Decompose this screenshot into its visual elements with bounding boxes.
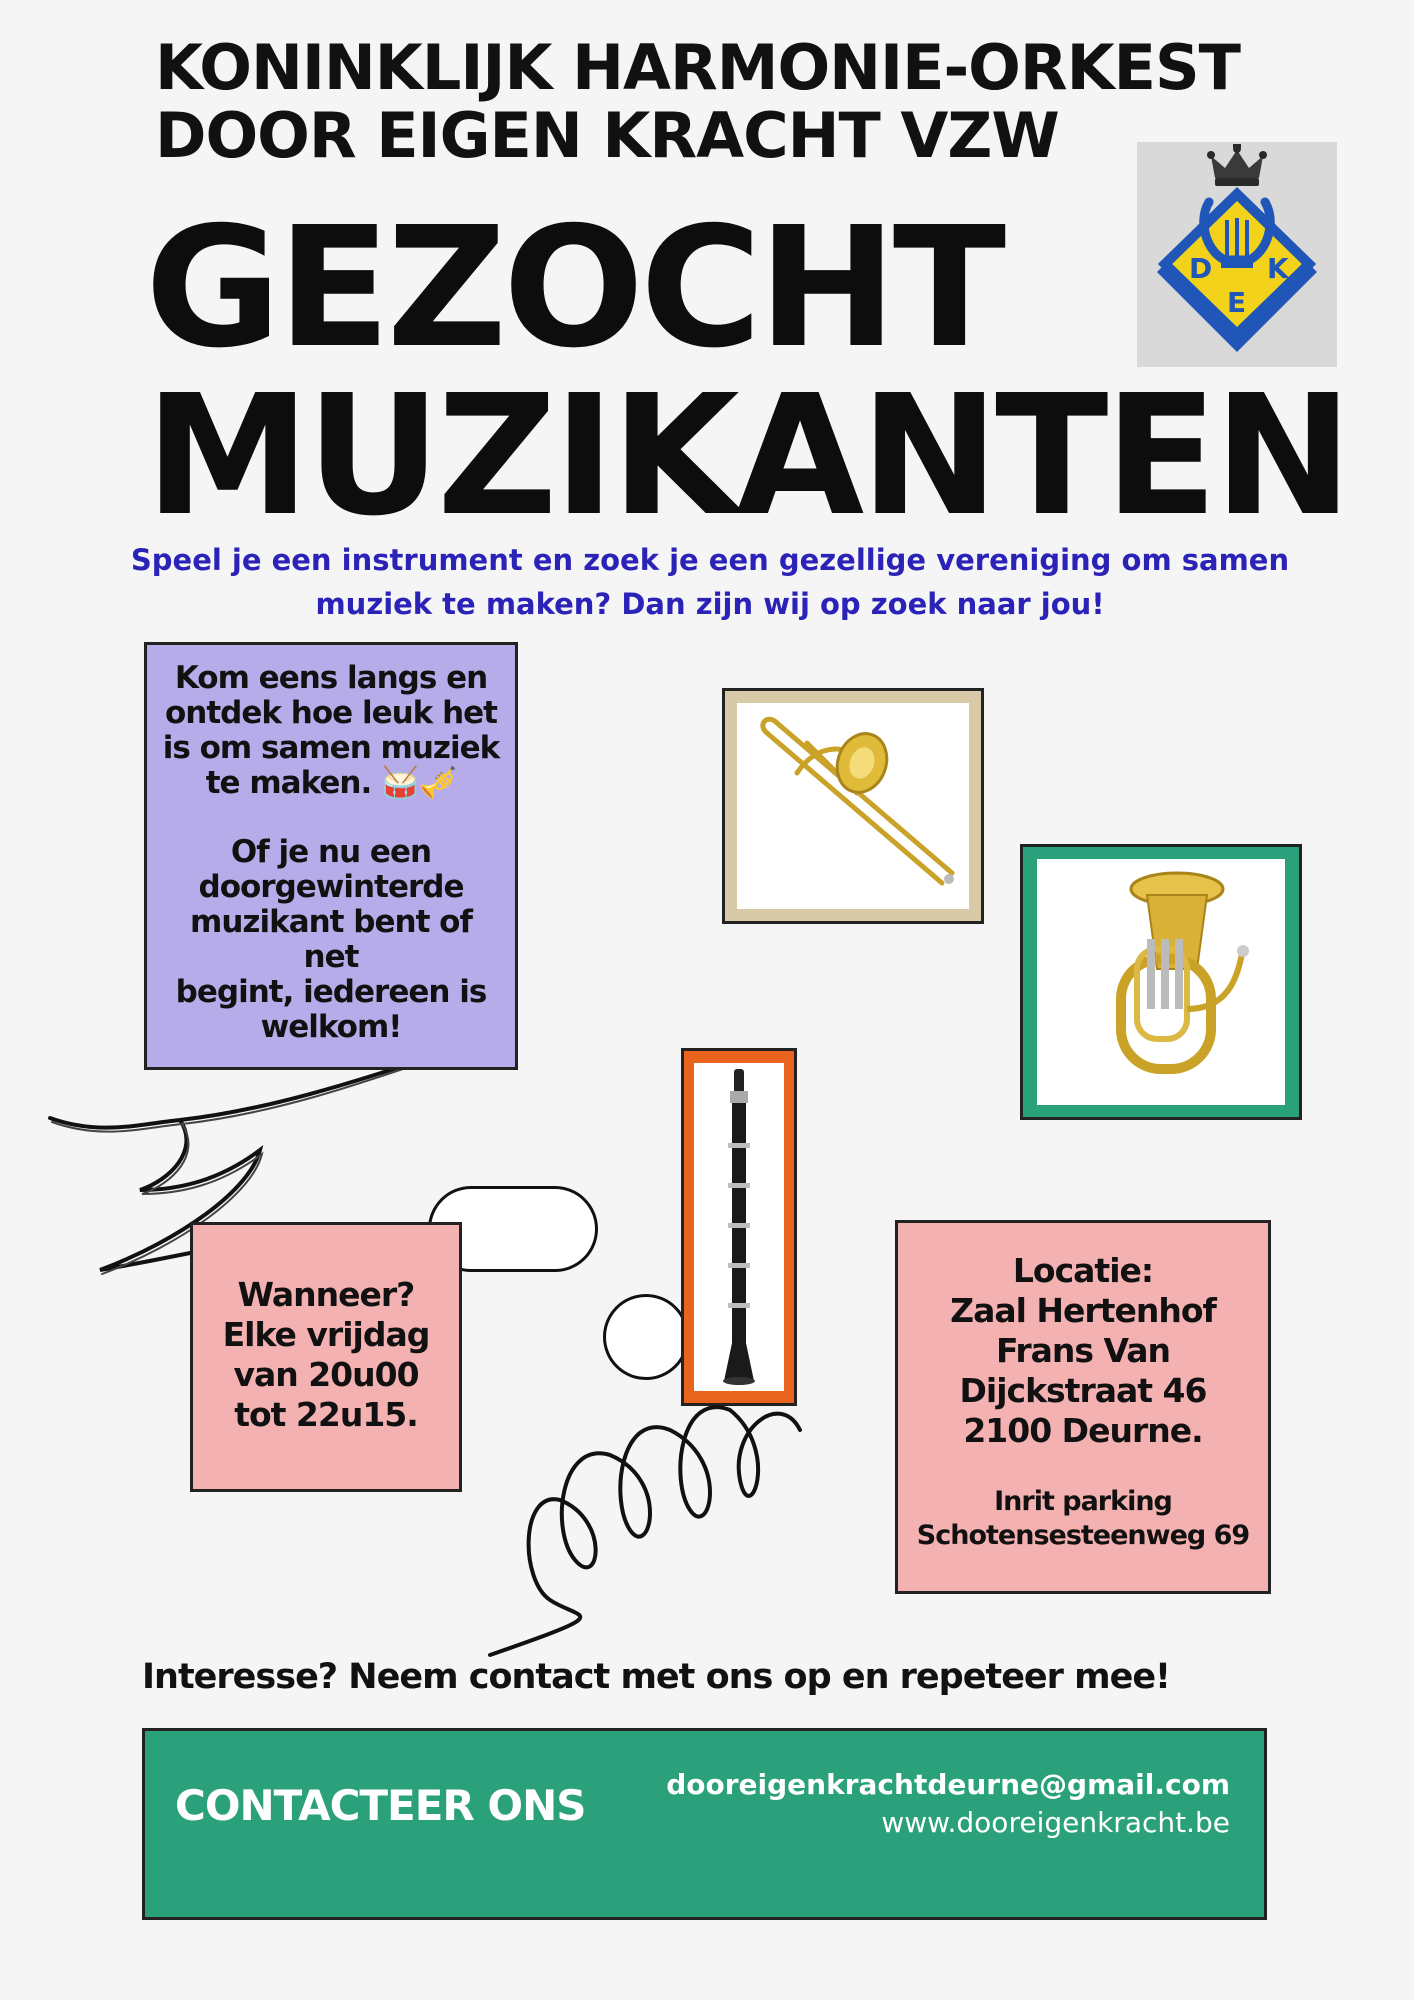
- contact-box: [142, 1728, 1267, 1920]
- location-line: 2100 Deurne.: [963, 1411, 1203, 1450]
- contact-website-link[interactable]: www.dooreigenkracht.be: [881, 1806, 1230, 1839]
- invite-line: Of je nu een: [230, 834, 432, 870]
- schedule-heading: Wanneer?: [237, 1275, 415, 1314]
- headline: [145, 192, 1365, 553]
- loop-scribble-icon: [480, 1280, 820, 1660]
- logo-letter-e: E: [1227, 286, 1247, 319]
- invite-line: begint, iedereen is: [175, 974, 487, 1010]
- intro-text: [130, 538, 1290, 626]
- invite-paragraph-1: [159, 661, 503, 801]
- intro-line2: muziek te maken? Dan zijn wij op zoek naar jou!: [315, 587, 1105, 621]
- location-line: Frans Van: [995, 1331, 1171, 1370]
- headline-line1: GEZOCHT: [145, 192, 1003, 385]
- invite-line: ontdek hoe leuk het: [164, 695, 498, 731]
- invite-line: muzikant bent of net: [190, 904, 472, 975]
- contact-button[interactable]: CONTACTEER ONS: [175, 1781, 586, 1830]
- invite-line: is om samen muziek: [162, 730, 500, 766]
- euphonium-image-frame: [1020, 844, 1302, 1120]
- trombone-photo-icon: [737, 703, 969, 909]
- schedule-line: Elke vrijdag: [222, 1315, 430, 1354]
- invite-card: [144, 642, 518, 1070]
- invite-line: Kom eens langs en: [174, 660, 488, 696]
- trombone-image-frame: [722, 688, 984, 924]
- logo-letter-d: D: [1189, 252, 1213, 285]
- contact-email-link[interactable]: dooreigenkrachtdeurne@gmail.com: [666, 1768, 1230, 1801]
- location-line: Zaal Hertenhof: [950, 1291, 1216, 1330]
- location-line: Dijckstraat 46: [959, 1371, 1207, 1410]
- intro-line1: Speel je een instrument en zoek je een gezellige vereniging om samen: [130, 543, 1290, 577]
- headline-line2: MUZIKANTEN: [145, 360, 1349, 553]
- invite-paragraph-2: [159, 835, 503, 1045]
- organization-name-line1: KONINKLIJK HARMONIE-ORKEST: [155, 31, 1240, 104]
- parking-line: Inrit parking: [994, 1486, 1172, 1517]
- schedule-line: van 20u00: [233, 1355, 419, 1394]
- invite-line: welkom!: [260, 1009, 402, 1045]
- invite-line: doorgewinterde: [198, 869, 464, 905]
- parking-line: Schotensesteenweg 69: [916, 1520, 1250, 1551]
- call-to-action: Interesse? Neem contact met ons op en repeteer mee!: [142, 1657, 1171, 1697]
- schedule-card: [190, 1222, 462, 1492]
- invite-line: te maken. 🥁🎺: [205, 765, 457, 801]
- location-heading: Locatie:: [1012, 1251, 1154, 1290]
- location-card: [895, 1220, 1271, 1594]
- euphonium-photo-icon: [1037, 859, 1285, 1105]
- logo-letter-k: K: [1267, 252, 1289, 285]
- schedule-line: tot 22u15.: [234, 1395, 418, 1434]
- organization-name-line2: DOOR EIGEN KRACHT VZW: [155, 99, 1059, 172]
